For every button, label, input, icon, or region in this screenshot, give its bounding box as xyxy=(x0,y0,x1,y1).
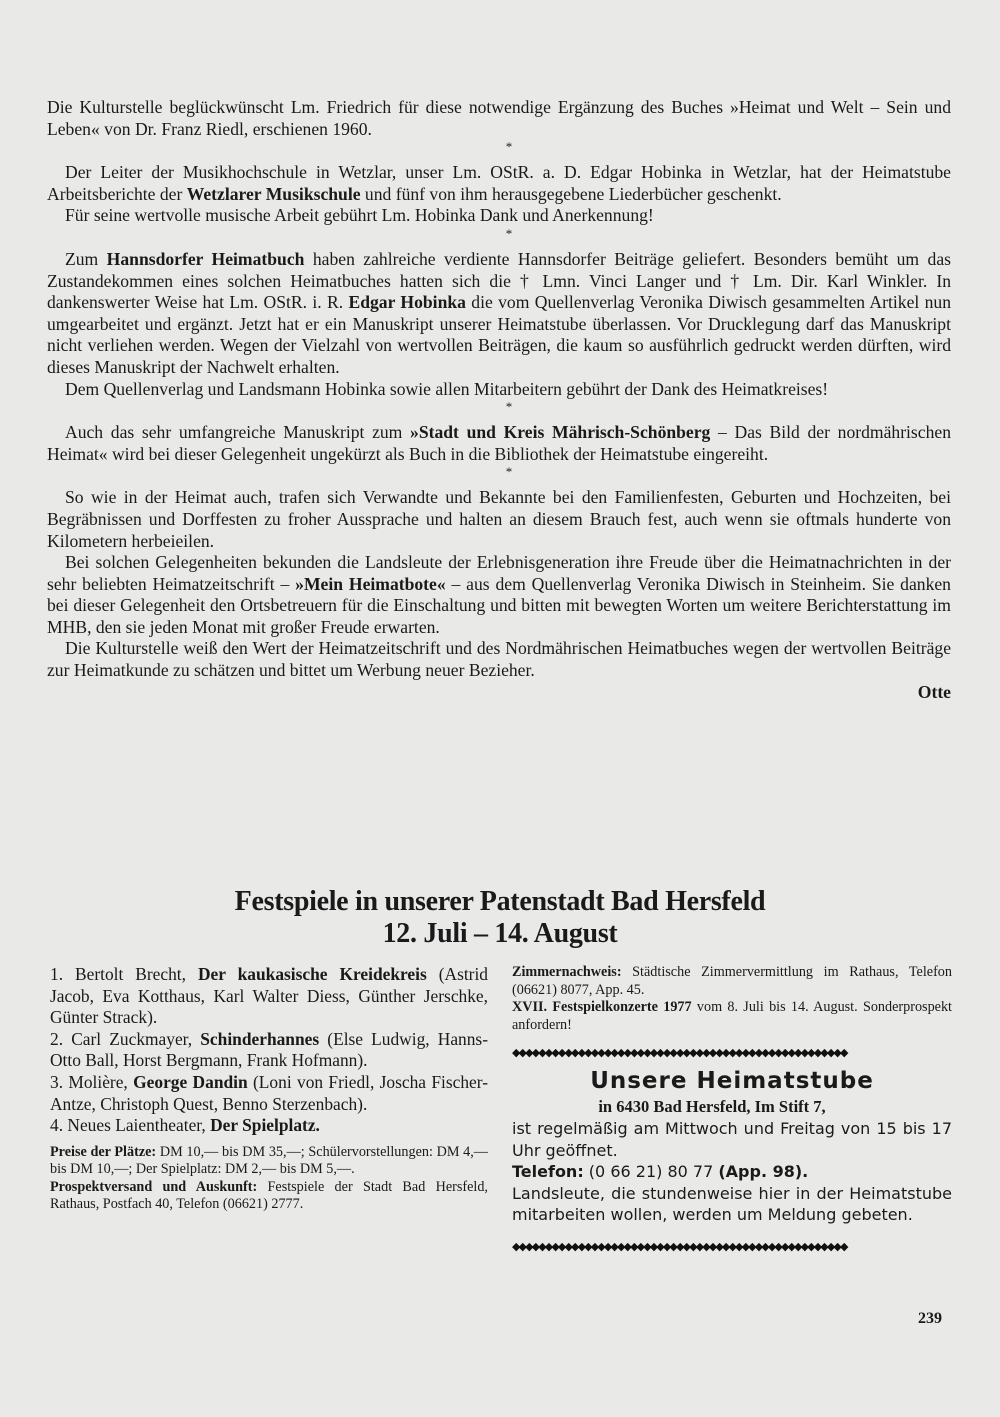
heimatstube-address: in 6430 Bad Hersfeld, Im Stift 7, xyxy=(598,1097,826,1116)
diamond-divider: ◆◆◆◆◆◆◆◆◆◆◆◆◆◆◆◆◆◆◆◆◆◆◆◆◆◆◆◆◆◆◆◆◆◆◆◆◆◆◆◆◆◆◆◆◆◆◆◆◆◆◆ xyxy=(512,1047,847,1059)
text-run: Städtische Zimmervermittlung im Rathaus, Telefon (06621) 8077, App. 45. xyxy=(512,964,952,998)
heimatstube-title: Unsere Heimatstube xyxy=(590,1068,874,1094)
section-separator-star: * xyxy=(505,225,513,241)
festspiele-info-item xyxy=(512,999,952,1034)
paragraph xyxy=(47,97,951,140)
heimatstube-appeal: Landsleute, die stundenweise hier in der Heimatstube mitarbeiten wollen, werden um Meldung gebeten. xyxy=(512,1183,952,1225)
paragraph xyxy=(47,487,951,552)
paragraph xyxy=(47,379,951,401)
bold-text: Prospektversand und Auskunft: xyxy=(50,1178,258,1195)
heimatstube-phone xyxy=(512,1161,952,1183)
program-item xyxy=(50,1144,488,1179)
text-run: die vom Quellenverlag Veronika Diwisch gesammelten Artikel nun umgearbeitet und ergänzt. Jetzt hat er ein Manuskript unserer Heimatstube überlassen. Vor Drucklegung darf das Manuskript nicht verliehen werden. Wegen der Vielzahl von wertvollen Beiträgen, die kaum so ausführlich gedruckt werden dürften, wird dieses Manuskript der Nachwelt erhalten. xyxy=(47,292,951,377)
text-run: Bei solchen Gelegenheiten bekunden die Landsleute der Erlebnisgeneration ihre Freude über die Heimatnachrichten in der sehr beliebten Heimatzeitschrift – xyxy=(47,552,951,594)
program-item xyxy=(50,964,488,1029)
section-separator-star: * xyxy=(505,464,513,480)
text-run: Die Kulturstelle weiß den Wert der Heimatzeitschrift und des Nordmährischen Heimatbuches wegen der wertvollen Beiträge zur Heimatkunde zu schätzen und bittet um Werbung neuer Bezieher. xyxy=(47,638,951,681)
festspiele-dates: 12. Juli – 14. August xyxy=(382,918,618,949)
author-signature: Otte xyxy=(917,681,951,702)
text-run: (Astrid Jacob, Eva Kotthaus, Karl Walter Diess, Günther Jerschke, Günter Strack). xyxy=(50,964,488,1028)
text-run: 3. Molière, xyxy=(50,1071,134,1092)
bold-text: Der kaukasische Kreidekreis xyxy=(197,964,427,984)
text-run: (Else Ludwig, Hanns-Otto Ball, Horst Bergmann, Frank Hofmann). xyxy=(50,1028,488,1071)
text-run: Auch das sehr umfangreiche Manuskript zum xyxy=(65,422,411,443)
phone-number: (0 66 21) 80 77 xyxy=(583,1162,719,1182)
paragraph xyxy=(47,249,951,379)
program-item xyxy=(50,1179,488,1214)
bold-text: Der Spielplatz. xyxy=(210,1115,320,1136)
text-run: Für seine wertvolle musische Arbeit gebührt Lm. Hobinka Dank und Anerkennung! xyxy=(65,205,654,226)
text-run: – aus dem Quellenverlag Veronika Diwisch in Steinheim. Sie danken bei dieser Gelegenheit den Ortsbetreuern für die Einschaltung und bitten mit bewegten Worten um weitere Berichterstattung im MHB, den sie jeden Monat mit großer Freude erwarten. xyxy=(47,573,951,637)
bold-text: Zimmernachweis: xyxy=(512,964,622,980)
bold-text: George Dandin xyxy=(133,1071,248,1092)
text-run: und fünf von ihm herausgegebene Liederbücher geschenkt. xyxy=(360,183,782,204)
text-run: Der Leiter der Musikhochschule in Wetzlar, unser Lm. OStR. a. D. Edgar Hobinka in Wetzlar, hat der Heimatstube Arbeitsberichte der xyxy=(47,162,951,204)
paragraph xyxy=(47,552,951,638)
text-run: Die Kulturstelle beglückwünscht Lm. Friedrich für diese notwendige Ergänzung des Buches »Heimat und Welt – Sein und Leben« von Dr. Franz Riedl, erschienen 1960. xyxy=(47,97,951,139)
text-run: haben zahlreiche verdiente Hannsdorfer Beiträge geliefert. Besonders bemüht um das Zustandekommen eines solchen Heimatbuches hatten sich die † Lmn. Vinci Langer und † Lm. Dir. Karl Winkler. In dankenswerter Weise hat Lm. OStR. i. R. xyxy=(47,248,952,313)
section-separator-star: * xyxy=(505,139,513,155)
bold-text: »Mein Heimatbote« xyxy=(295,573,446,594)
bold-text: XVII. Festspielkonzerte 1977 xyxy=(512,999,692,1015)
text-run: Zum xyxy=(65,248,107,269)
text-run: 2. Carl Zuckmayer, xyxy=(50,1028,201,1049)
bold-text: Hannsdorfer Heimatbuch xyxy=(106,248,305,269)
diamond-divider: ◆◆◆◆◆◆◆◆◆◆◆◆◆◆◆◆◆◆◆◆◆◆◆◆◆◆◆◆◆◆◆◆◆◆◆◆◆◆◆◆◆◆◆◆◆◆◆◆◆◆◆ xyxy=(512,1240,847,1253)
text-run: 4. Neues Laientheater, xyxy=(50,1115,211,1136)
bold-text: Schinderhannes xyxy=(200,1028,320,1049)
festspiele-info-item xyxy=(512,964,952,999)
festspiele-heading xyxy=(0,886,1000,950)
bold-text: Wetzlarer Musikschule xyxy=(186,183,361,204)
paragraph xyxy=(47,162,951,205)
phone-label: Telefon: xyxy=(512,1162,584,1182)
phone-extension: (App. 98). xyxy=(718,1162,809,1182)
text-run: DM 10,— bis DM 35,—; Schülervorstellungen: DM 4,— bis DM 10,—; Der Spielplatz: DM 2,— bis DM 5,—. xyxy=(50,1143,488,1178)
festspiele-info xyxy=(512,964,952,1034)
bold-text: »Stadt und Kreis Mährisch-Schönberg xyxy=(410,422,711,443)
program-item xyxy=(50,1029,488,1072)
program-item xyxy=(50,1072,488,1115)
bold-text: Preise der Plätze: xyxy=(50,1143,157,1160)
text-run: vom 8. Juli bis 14. August. Sonderprospekt anfordern! xyxy=(512,999,953,1033)
text-run: Dem Quellenverlag und Landsmann Hobinka sowie allen Mitarbeitern gebührt der Dank des Heimatkreises! xyxy=(65,378,829,399)
program-item xyxy=(50,1115,488,1137)
text-run: – Das Bild der nordmährischen Heimat« wird bei dieser Gelegenheit ungekürzt als Buch in die Bibliothek der Heimatstube eingereiht. xyxy=(47,422,951,464)
text-run: (Loni von Friedl, Joscha Fischer-Antze, Christoph Quest, Benno Sterzenbach). xyxy=(50,1071,489,1114)
section-separator-star: * xyxy=(505,399,513,415)
festspiele-program xyxy=(50,964,488,1214)
bold-text: Edgar Hobinka xyxy=(348,292,466,313)
festspiele-title: Festspiele in unserer Patenstadt Bad Hersfeld xyxy=(234,886,766,917)
right-column xyxy=(512,964,952,1260)
paragraph xyxy=(47,422,951,465)
paragraph xyxy=(47,205,951,227)
heimatstube-hours: ist regelmäßig am Mittwoch und Freitag von 15 bis 17 Uhr geöffnet. xyxy=(512,1119,952,1160)
text-run: So wie in der Heimat auch, trafen sich Verwandte und Bekannte bei den Familienfesten, Geburten und Hochzeiten, bei Begräbnissen und Dorffesten zu froher Aussprache und halten an diesem Brauch fest, auch wenn sie oftmals hunderte von Kilometern herbeieilen. xyxy=(47,487,951,551)
page-number: 239 xyxy=(918,1310,942,1327)
text-run: Festspiele der Stadt Bad Hersfeld, Rathaus, Postfach 40, Telefon (06621) 2777. xyxy=(50,1178,488,1213)
paragraph xyxy=(47,638,951,681)
main-article xyxy=(47,97,951,703)
text-run: 1. Bertolt Brecht, xyxy=(50,964,198,984)
